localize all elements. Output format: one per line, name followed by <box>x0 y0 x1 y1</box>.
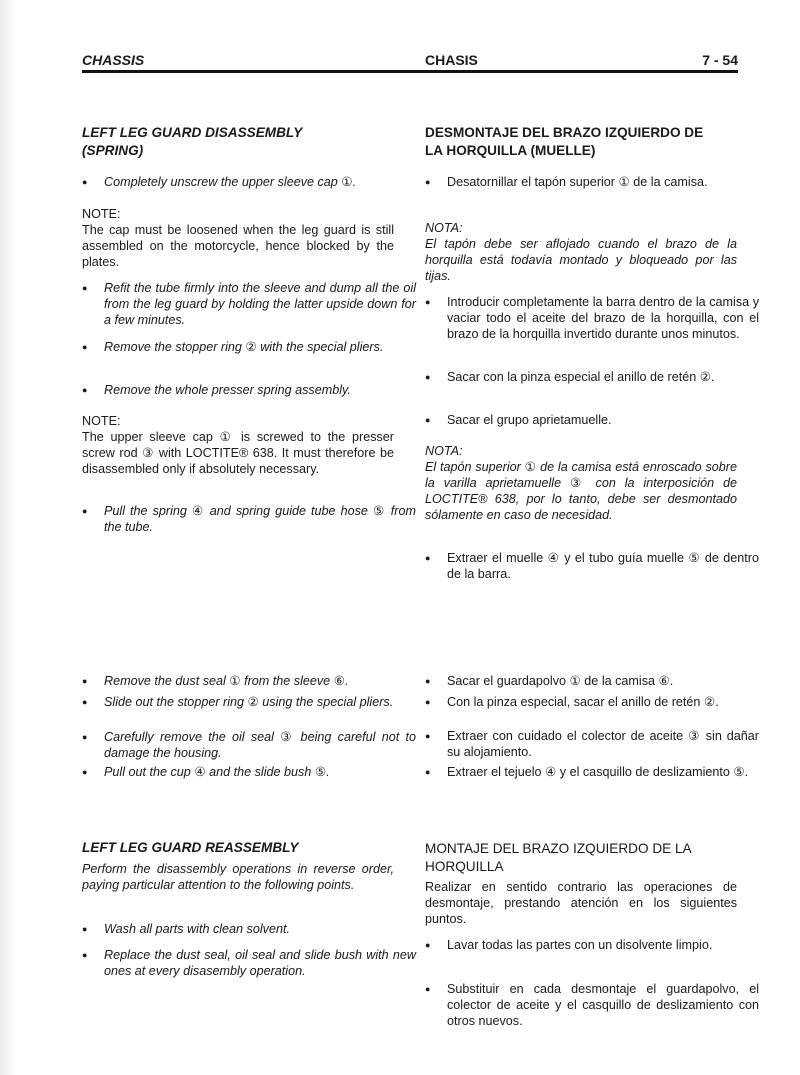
header-section-es: CHASIS <box>425 52 478 68</box>
bullet-item: ● Desatornillar el tapón superior ① de la camisa. <box>425 174 759 190</box>
title-line: LA HORQUILLA (MUELLE) <box>425 143 596 158</box>
note-label: NOTE: <box>82 207 121 221</box>
bullet-item: ● Con la pinza especial, sacar el anillo de retén ②. <box>425 694 759 710</box>
note-block <box>82 413 394 477</box>
bullet-item: ● Remove the stopper ring ② with the special pliers. <box>82 339 416 355</box>
bullet-item: ● Wash all parts with clean solvent. <box>82 921 416 937</box>
bullet-item: ● Remove the whole presser spring assembly. <box>82 382 416 398</box>
bullet-item: ● Pull out the cup ④ and the slide bush ⑤. <box>82 764 416 780</box>
bullet-item: ● Sacar con la pinza especial el anillo de retén ②. <box>425 369 759 385</box>
spanish-column <box>425 0 759 1075</box>
bullet-item: ● Substituir en cada desmontaje el guardapolvo, el colector de aceite y el casquillo de deslizamiento con otros nuevos. <box>425 981 759 1029</box>
bullet-item: ● Introducir completamente la barra dentro de la camisa y vaciar todo el aceite del brazo de la horquilla, con el brazo de la horquilla invertido durante unos minutos. <box>425 294 759 342</box>
note-label: NOTA: <box>425 444 463 458</box>
page-binding-shadow <box>0 0 16 1075</box>
bullet-item: ● Extraer con cuidado el colector de aceite ③ sin dañar su alojamiento. <box>425 728 759 760</box>
section1-title-en <box>82 124 394 160</box>
bullet-item: ● Remove the dust seal ① from the sleeve ⑥. <box>82 673 416 689</box>
note-label: NOTA: <box>425 221 463 235</box>
note-label: NOTE: <box>82 414 121 428</box>
bullet-item: ● Sacar el grupo aprietamuelle. <box>425 412 759 428</box>
note-text: El tapón superior ① de la camisa está enroscado sobre la varilla aprietamuelle ③ con la interposición de LOCTITE® 638, por lo tanto, debe ser desmontado sólamente en caso de necesidad. <box>425 460 737 522</box>
section3-intro-en: Perform the disassembly operations in reverse order, paying particular attention to the following points. <box>82 862 394 892</box>
section3-title-en: LEFT LEG GUARD REASSEMBLY <box>82 840 299 855</box>
section3-intro-es: Realizar en sentido contrario las operaciones de desmontaje, prestando atención en los siguientes puntos. <box>425 880 737 926</box>
section1-title-es <box>425 124 737 160</box>
bullet-item: ● Extraer el muelle ④ y el tubo guía muelle ⑤ de dentro de la barra. <box>425 550 759 582</box>
title-line: MONTAJE DEL BRAZO IZQUIERDO DE LA <box>425 841 692 856</box>
title-line: (SPRING) <box>82 143 144 158</box>
bullet-item: ● Slide out the stopper ring ② using the special pliers. <box>82 694 416 710</box>
bullet-item: ● Replace the dust seal, oil seal and slide bush with new ones at every disasembly operation. <box>82 947 416 979</box>
bullet-item: ● Pull the spring ④ and spring guide tube hose ⑤ from the tube. <box>82 503 416 535</box>
note-text: The upper sleeve cap ① is screwed to the presser screw rod ③ with LOCTITE® 638. It must therefore be disassembled only if absolutely necessary. <box>82 430 394 476</box>
title-line: DESMONTAJE DEL BRAZO IZQUIERDO DE <box>425 125 704 140</box>
bullet-item: ● Refit the tube firmly into the sleeve and dump all the oil from the leg guard by holding the latter upside down for a few minutes. <box>82 280 416 328</box>
title-line: HORQUILLA <box>425 859 504 874</box>
note-block <box>425 443 737 523</box>
section3-title-es <box>425 840 737 876</box>
page-number: 7 - 54 <box>702 52 738 68</box>
bullet-item: ● Sacar el guardapolvo ① de la camisa ⑥. <box>425 673 759 689</box>
note-text: The cap must be loosened when the leg guard is still assembled on the motorcycle, hence blocked by the plates. <box>82 223 394 269</box>
bullet-item: ● Carefully remove the oil seal ③ being careful not to damage the housing. <box>82 729 416 761</box>
note-block <box>425 220 737 284</box>
title-line: LEFT LEG GUARD DISASSEMBLY <box>82 125 303 140</box>
note-block <box>82 206 394 270</box>
bullet-item: ● Completely unscrew the upper sleeve cap ①. <box>82 174 416 190</box>
bullet-item: ● Lavar todas las partes con un disolvente limpio. <box>425 937 759 953</box>
bullet-item: ● Extraer el tejuelo ④ y el casquillo de deslizamiento ⑤. <box>425 764 759 780</box>
english-column <box>82 0 416 1075</box>
note-text: El tapón debe ser aflojado cuando el brazo de la horquilla está todavía montado y bloqueado por las tijas. <box>425 237 737 283</box>
header-section-en: CHASSIS <box>82 52 145 68</box>
